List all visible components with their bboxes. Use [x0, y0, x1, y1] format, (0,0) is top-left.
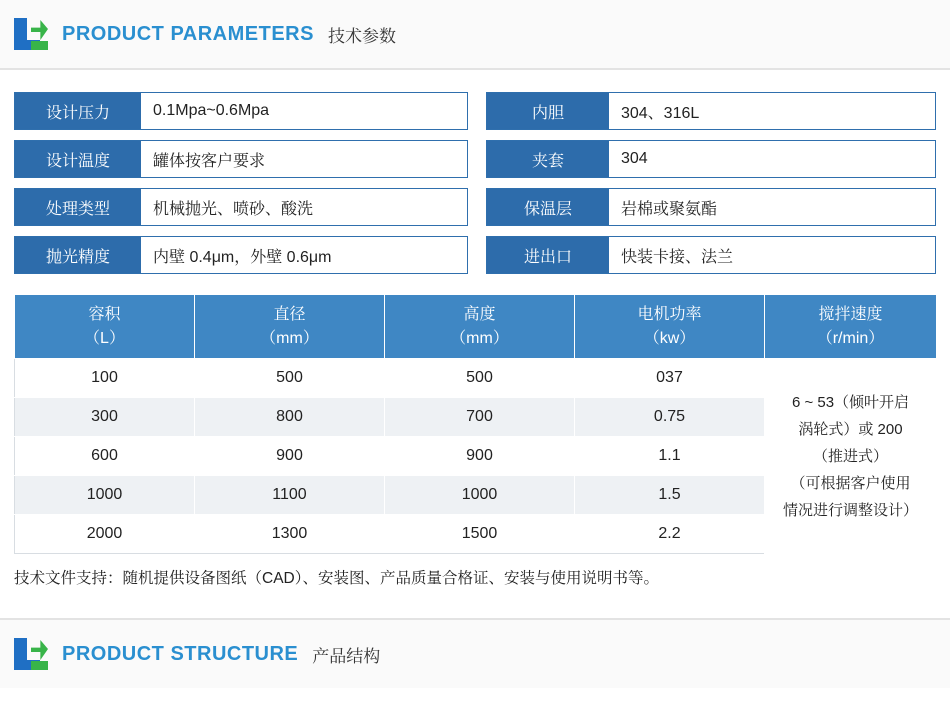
section-title-en: PRODUCT STRUCTURE	[62, 642, 299, 665]
cell-diameter: 900	[195, 437, 385, 476]
cell-power: 1.1	[575, 437, 765, 476]
specs-table	[14, 294, 937, 554]
cell-height: 1500	[385, 515, 575, 554]
spec-label: 抛光精度	[15, 237, 141, 273]
cell-height: 1000	[385, 476, 575, 515]
cell-height: 900	[385, 437, 575, 476]
cell-power: 2.2	[575, 515, 765, 554]
spec-value: 岩棉或聚氨酯	[609, 189, 935, 225]
table-header-row	[15, 295, 937, 359]
spec-row	[14, 140, 468, 178]
cell-diameter: 1300	[195, 515, 385, 554]
cell-volume: 100	[15, 359, 195, 398]
spec-row	[14, 188, 468, 226]
cell-power: 037	[575, 359, 765, 398]
header-line-1: 搅拌速度	[818, 306, 883, 324]
spec-area	[0, 70, 950, 274]
note-line: （推进式）	[812, 447, 888, 465]
spec-value: 0.1Mpa~0.6Mpa	[141, 93, 467, 129]
header-line-2: （mm）	[450, 329, 509, 347]
technical-docs-footnote: 技术文件支持：随机提供设备图纸（CAD）、安装图、产品质量合格证、安装与使用说明书等。	[14, 570, 659, 587]
spec-row	[486, 92, 936, 130]
table-header-cell	[765, 295, 937, 359]
spec-column-left	[14, 92, 468, 274]
header-line-2: （r/min）	[816, 329, 885, 347]
spec-label: 设计温度	[15, 141, 141, 177]
company-logo-icon	[14, 638, 48, 670]
table-header-cell	[575, 295, 765, 359]
header-line-2: （L）	[84, 329, 125, 347]
header-line-1: 容积	[88, 306, 121, 324]
section-title-en: PRODUCT PARAMETERS	[62, 22, 314, 45]
table-row	[15, 359, 937, 398]
section-title-cn: 技术参数	[327, 26, 396, 46]
cell-power: 0.75	[575, 398, 765, 437]
cell-height: 500	[385, 359, 575, 398]
header-line-1: 电机功率	[637, 306, 702, 324]
spec-row	[486, 236, 936, 274]
cell-diameter: 800	[195, 398, 385, 437]
cell-height: 700	[385, 398, 575, 437]
cell-volume: 300	[15, 398, 195, 437]
cell-volume: 600	[15, 437, 195, 476]
spec-label: 内胆	[487, 93, 609, 129]
spec-row	[14, 236, 468, 274]
spec-column-right	[486, 92, 936, 274]
spec-value: 快装卡接、法兰	[609, 237, 935, 273]
spec-row	[14, 92, 468, 130]
cell-diameter: 1100	[195, 476, 385, 515]
spec-label: 保温层	[487, 189, 609, 225]
cell-volume: 1000	[15, 476, 195, 515]
cell-volume: 2000	[15, 515, 195, 554]
section-header-parameters	[0, 0, 950, 70]
note-line: 涡轮式）或 200	[798, 420, 903, 438]
spec-row	[486, 140, 936, 178]
spec-label: 进出口	[487, 237, 609, 273]
section-title-cn: 产品结构	[312, 646, 381, 666]
spec-label: 设计压力	[15, 93, 141, 129]
spec-value: 罐体按客户要求	[141, 141, 467, 177]
cell-power: 1.5	[575, 476, 765, 515]
spec-value: 内壁 0.4μm，外壁 0.6μm	[141, 237, 467, 273]
table-header-cell	[15, 295, 195, 359]
note-line: 情况进行调整设计）	[782, 501, 918, 519]
specs-table-wrap	[0, 274, 950, 554]
table-header-cell	[385, 295, 575, 359]
spec-label: 处理类型	[15, 189, 141, 225]
note-line: （可根据客户使用	[790, 474, 911, 492]
header-line-2: （mm）	[260, 329, 319, 347]
section-header-structure	[0, 618, 950, 688]
spec-value: 304	[609, 141, 935, 177]
spacer	[0, 588, 950, 618]
cell-diameter: 500	[195, 359, 385, 398]
header-line-1: 直径	[273, 306, 306, 324]
spec-value: 机械抛光、喷砂、酸洗	[141, 189, 467, 225]
note-line: 6 ~ 53（倾叶开启	[791, 393, 910, 411]
header-line-1: 高度	[463, 306, 496, 324]
cell-stir-speed-note	[765, 359, 937, 554]
company-logo-icon	[14, 18, 48, 50]
table-header-cell	[195, 295, 385, 359]
spec-label: 夹套	[487, 141, 609, 177]
spec-value: 304、316L	[609, 93, 935, 129]
spec-row	[486, 188, 936, 226]
header-line-2: （kw）	[643, 329, 696, 347]
